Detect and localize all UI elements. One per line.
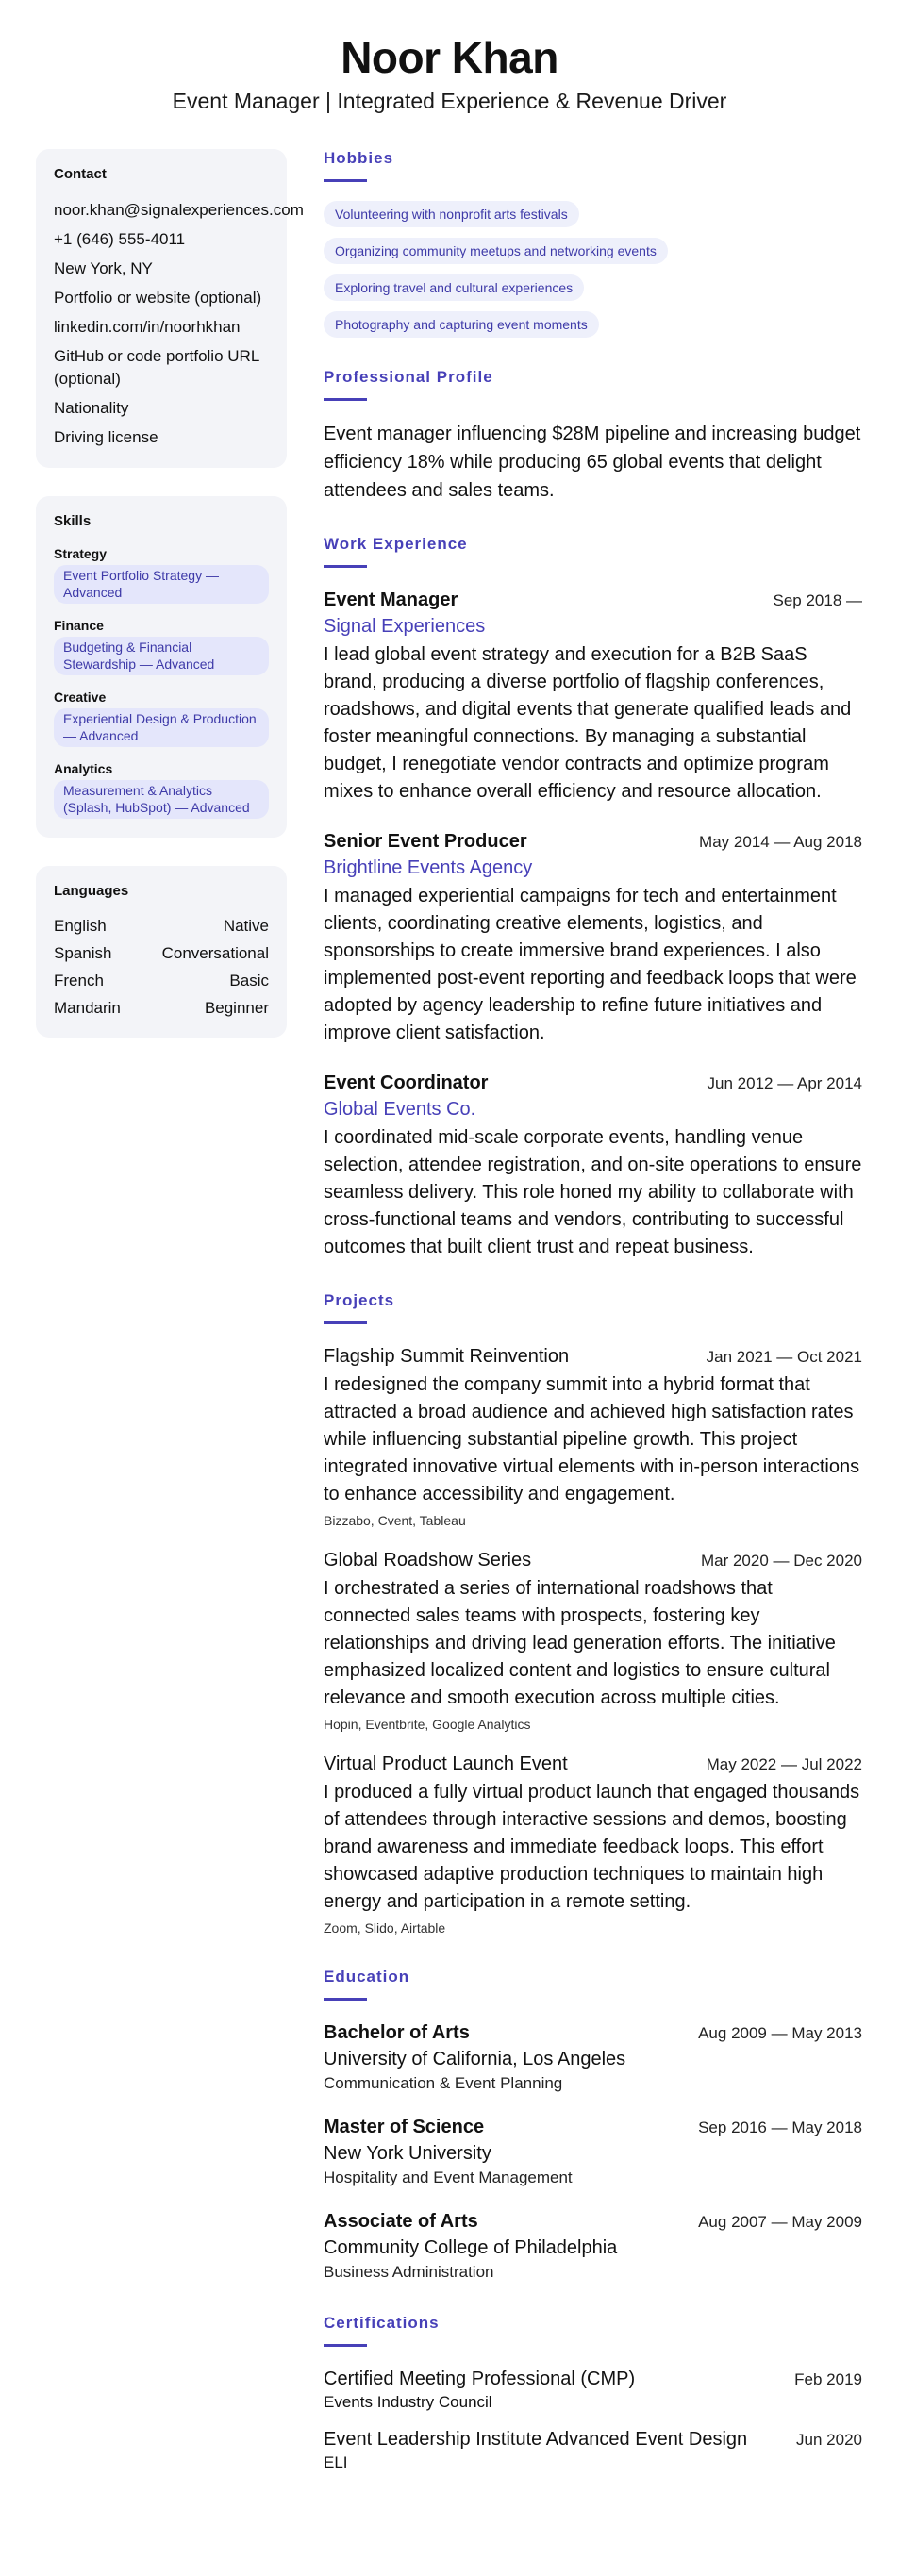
degree: Master of Science (324, 2117, 485, 2137)
education-dates: Aug 2007 — May 2009 (698, 2213, 862, 2231)
experience-entry (324, 828, 862, 1047)
project-tools: Hopin, Eventbrite, Google Analytics (324, 1717, 531, 1732)
project-tools: Zoom, Slido, Airtable (324, 1920, 446, 1936)
languages-card (36, 866, 287, 1038)
hobby-chip: Exploring travel and cultural experiences (324, 274, 584, 301)
skill-chip: Event Portfolio Strategy — Advanced (54, 565, 269, 604)
hobbies-section (324, 149, 862, 338)
project-description: I redesigned the company summit into a hybrid format that attracted a broad audience and achieved high satisfaction rates while influencing substantial pipeline growth. This project integrated innovative virtual elements with in-person interactions to enhance accessibility and engagement. (324, 1374, 860, 1504)
job-dates: Jun 2012 — Apr 2014 (707, 1074, 862, 1092)
education-section (324, 1968, 862, 2284)
skills-card (36, 496, 287, 838)
skill-chip: Experiential Design & Production — Advanced (54, 708, 269, 747)
language-name: Spanish (54, 944, 112, 962)
project-tools: Bizzabo, Cvent, Tableau (324, 1513, 466, 1528)
project-dates: Jan 2021 — Oct 2021 (706, 1348, 862, 1366)
section-divider (324, 398, 367, 401)
section-divider (324, 2344, 367, 2347)
language-row (54, 916, 269, 937)
languages-title: Languages (54, 883, 129, 899)
education-dates: Sep 2016 — May 2018 (698, 2119, 862, 2136)
project-description: I produced a fully virtual product launch that engaged thousands of attendees through interactive sessions and demos, boosting brand awareness and immediate feedback loops. This effort showcased adaptive production techniques to maintain high energy and participation in a remote setting. (324, 1782, 860, 1912)
project-entry (324, 1343, 862, 1530)
contact-title: Contact (54, 166, 107, 182)
contact-portfolio[interactable]: Portfolio or website (optional) (54, 289, 262, 307)
project-name: Virtual Product Launch Event (324, 1753, 568, 1774)
language-name: English (54, 917, 107, 935)
experience-entry (324, 1070, 862, 1261)
certification-date: Feb 2019 (794, 2370, 862, 2388)
project-entry (324, 1547, 862, 1734)
job-company: Signal Experiences (324, 616, 486, 637)
certification-issuer: ELI (324, 2453, 348, 2471)
section-title: Projects (324, 1291, 395, 1309)
section-divider (324, 1321, 367, 1324)
language-level: Beginner (204, 999, 269, 1017)
section-divider (324, 565, 367, 568)
school-name: Community College of Philadelphia (324, 2237, 618, 2258)
person-title: Event Manager | Integrated Experience & Revenue Driver (172, 89, 727, 113)
person-name: Noor Khan (341, 33, 558, 82)
degree: Bachelor of Arts (324, 2022, 470, 2043)
certification-entry (324, 2366, 862, 2413)
skill-chip: Budgeting & Financial Stewardship — Advanced (54, 637, 269, 675)
job-description: I coordinated mid-scale corporate events, handling venue selection, attendee registration, and on-site operations to ensure seamless delivery. This role honed my ability to collaborate with cross-functional teams and vendors, contributing to successful outcomes that built client trust and repeat business. (324, 1127, 862, 1257)
certification-issuer: Events Industry Council (324, 2393, 492, 2411)
section-title: Work Experience (324, 535, 468, 553)
experience-section (324, 535, 862, 1261)
section-divider (324, 179, 367, 182)
hobby-chip: Photography and capturing event moments (324, 311, 599, 338)
school-name: New York University (324, 2143, 491, 2164)
job-company: Brightline Events Agency (324, 857, 533, 878)
projects-section (324, 1291, 862, 1937)
section-divider (324, 1998, 367, 2001)
language-level: Native (223, 917, 269, 935)
job-dates: Sep 2018 — (773, 591, 862, 609)
skills-title: Skills (54, 513, 92, 529)
field-of-study: Hospitality and Event Management (324, 2169, 573, 2186)
job-description: I lead global event strategy and execution for a B2B SaaS brand, producing a diverse portfolio of flagship conferences, roadshows, and digital events that generate qualified leads and foster meaningful connections. By managing a substantial budget, I renegotiate vendor contracts and optimize program mixes to enhance overall efficiency and resource allocation. (324, 644, 852, 802)
resume-header (0, 28, 899, 115)
hobby-chip: Volunteering with nonprofit arts festivals (324, 201, 579, 227)
contact-linkedin[interactable]: linkedin.com/in/noorhkhan (54, 318, 241, 336)
language-row (54, 998, 269, 1019)
language-row (54, 971, 269, 991)
contact-driving-license: Driving license (54, 428, 158, 446)
job-company: Global Events Co. (324, 1099, 476, 1120)
job-description: I managed experiential campaigns for tech and entertainment clients, coordinating creative elements, logistics, and sponsorships to create immersive brand experiences. I also implemented post-event reporting and feedback loops that were adopted by agency leadership to refine future initiatives and improve client satisfaction. (324, 886, 857, 1043)
job-role: Senior Event Producer (324, 831, 527, 852)
project-name: Global Roadshow Series (324, 1550, 532, 1571)
job-role: Event Coordinator (324, 1072, 489, 1093)
skill-group (54, 761, 269, 819)
contact-phone[interactable]: +1 (646) 555-4011 (54, 230, 186, 248)
skill-chip: Measurement & Analytics (Splash, HubSpot) — Advanced (54, 780, 269, 819)
certification-name: Event Leadership Institute Advanced Event Design (324, 2429, 748, 2450)
project-description: I orchestrated a series of international roadshows that connected sales teams with prospects, fostering key relationships and driving lead generation efforts. The initiative emphasized localized content and logistics to ensure cultural relevance and smooth execution across multiple cities. (324, 1578, 836, 1708)
profile-summary: Event manager influencing $28M pipeline and increasing budget efficiency 18% while producing 65 global events that delight attendees and sales teams. (324, 424, 861, 501)
section-title: Hobbies (324, 149, 394, 167)
language-level: Basic (229, 972, 269, 989)
section-title: Professional Profile (324, 368, 493, 386)
field-of-study: Business Administration (324, 2263, 494, 2281)
degree: Associate of Arts (324, 2211, 478, 2232)
project-name: Flagship Summit Reinvention (324, 1346, 570, 1367)
language-name: Mandarin (54, 999, 121, 1017)
field-of-study: Communication & Event Planning (324, 2074, 563, 2092)
skill-category: Analytics (54, 761, 113, 776)
certifications-section (324, 2314, 862, 2473)
skill-category: Creative (54, 690, 107, 705)
experience-entry (324, 587, 862, 806)
skill-group (54, 690, 269, 747)
contact-email[interactable]: noor.khan@signalexperiences.com (54, 201, 304, 219)
certification-date: Jun 2020 (796, 2431, 862, 2449)
language-name: French (54, 972, 104, 989)
language-row (54, 943, 269, 964)
hobby-chip: Organizing community meetups and networking events (324, 238, 668, 264)
contact-card (36, 149, 304, 468)
skill-category: Strategy (54, 546, 108, 561)
certification-name: Certified Meeting Professional (CMP) (324, 2368, 636, 2389)
project-dates: Mar 2020 — Dec 2020 (700, 1552, 862, 1570)
skill-category: Finance (54, 618, 104, 633)
language-level: Conversational (161, 944, 269, 962)
job-role: Event Manager (324, 590, 458, 610)
profile-section (324, 368, 862, 505)
certification-entry (324, 2426, 862, 2473)
sidebar (36, 149, 304, 1066)
main-column (324, 149, 862, 2503)
project-entry (324, 1751, 862, 1937)
education-entry (324, 2019, 862, 2095)
job-dates: May 2014 — Aug 2018 (699, 833, 862, 851)
project-dates: May 2022 — Jul 2022 (706, 1755, 862, 1773)
skill-group (54, 546, 269, 604)
contact-github[interactable]: GitHub or code portfolio URL (optional) (54, 347, 259, 388)
section-title: Education (324, 1968, 410, 1986)
contact-nationality: Nationality (54, 399, 129, 417)
education-entry (324, 2208, 862, 2284)
education-entry (324, 2114, 862, 2189)
contact-location: New York, NY (54, 259, 153, 277)
skill-group (54, 618, 269, 675)
school-name: University of California, Los Angeles (324, 2049, 626, 2069)
education-dates: Aug 2009 — May 2013 (698, 2024, 862, 2042)
section-title: Certifications (324, 2314, 440, 2332)
